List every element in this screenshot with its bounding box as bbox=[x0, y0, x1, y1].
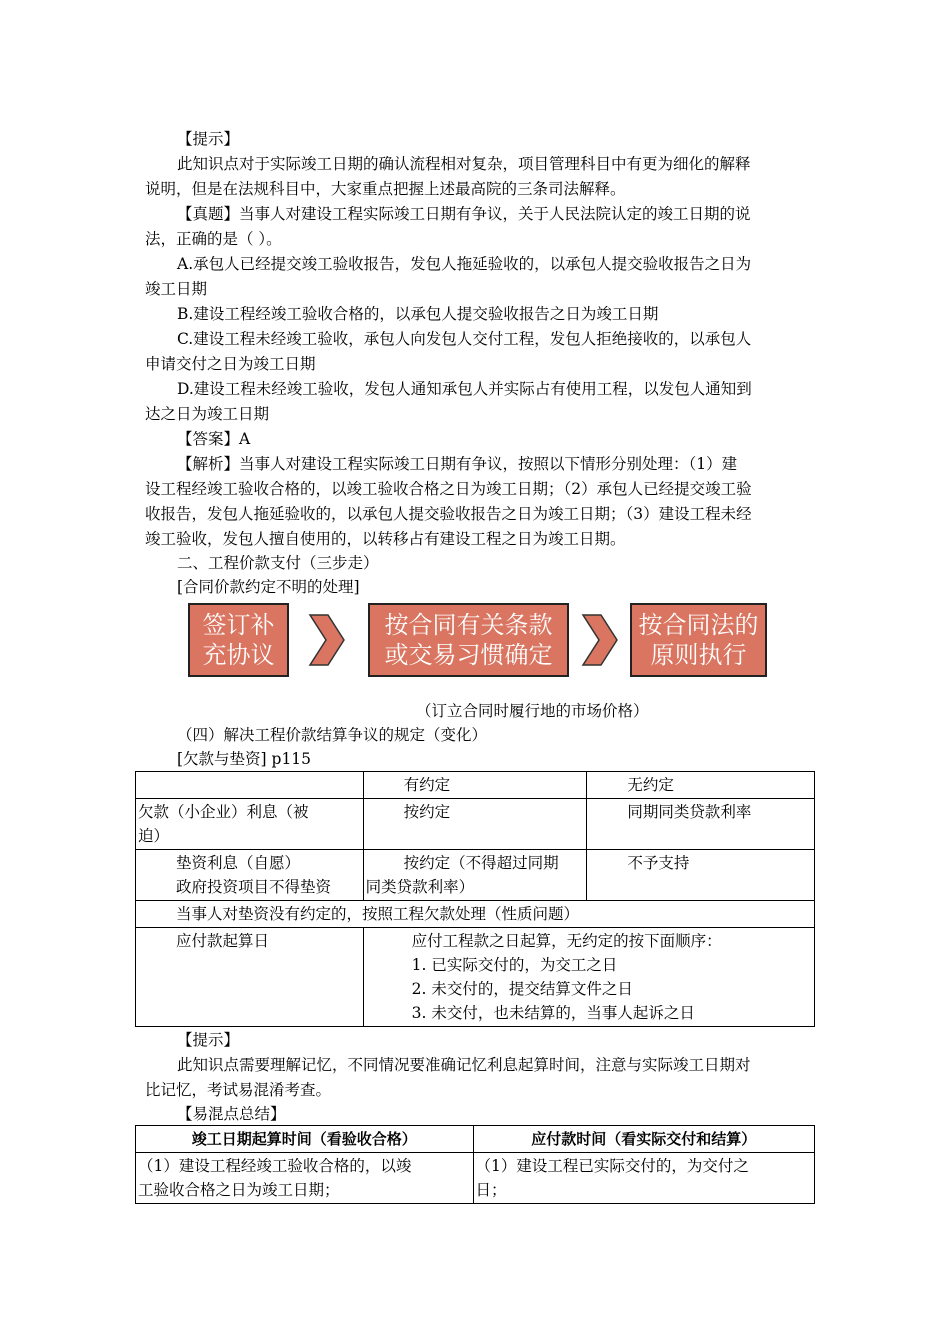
section2-heading: 二、工程价款支付（三步走） bbox=[177, 554, 379, 572]
option-b: B.建设工程经竣工验收合格的，以承包人提交验收报告之日为竣工日期 bbox=[177, 305, 659, 323]
table-cell bbox=[136, 799, 364, 850]
cell-text: 2. 未交付的，提交结算文件之日 bbox=[411, 980, 633, 998]
cell-text: （1）建设工程经竣工验收合格的，以竣 bbox=[138, 1157, 412, 1175]
table-cell bbox=[473, 1153, 815, 1204]
question-line2: 法，正确的是（ ）。 bbox=[145, 230, 282, 248]
table-cell bbox=[136, 1153, 474, 1204]
answer: 【答案】A bbox=[177, 430, 251, 448]
table-row bbox=[136, 928, 815, 1027]
cell-text: 日； bbox=[475, 1181, 507, 1199]
table-header: 应付款时间（看实际交付和结算） bbox=[473, 1126, 815, 1153]
cell-text: 政府投资项目不得垫资 bbox=[176, 878, 332, 896]
table-cell bbox=[363, 928, 814, 1027]
tip2-line2: 比记忆，考试易混淆考查。 bbox=[145, 1081, 332, 1099]
cell-text: 3. 未交付，也未结算的，当事人起诉之日 bbox=[411, 1004, 695, 1022]
summary-heading: 【易混点总结】 bbox=[177, 1105, 286, 1123]
table-cell: 不予支持 bbox=[587, 850, 815, 901]
section4-heading: （四）解决工程价款结算争议的规定（变化） bbox=[177, 726, 488, 744]
arrears-table bbox=[135, 771, 815, 1027]
cell-text: 应付工程款之日起算，无约定的按下面顺序： bbox=[411, 932, 722, 950]
table-row bbox=[136, 850, 815, 901]
cell-text: 垫资利息（自愿） bbox=[176, 854, 301, 872]
process-flow bbox=[188, 603, 768, 681]
cell-text: 迫） bbox=[138, 827, 170, 845]
table-row bbox=[136, 1153, 815, 1204]
table-cell bbox=[136, 850, 364, 901]
cell-text: （1）建设工程已实际交付的，为交付之 bbox=[475, 1157, 749, 1175]
cell-text: 1. 已实际交付的，为交工之日 bbox=[411, 956, 618, 974]
table-row bbox=[136, 1126, 815, 1153]
option-c-line2: 申请交付之日为竣工日期 bbox=[145, 355, 316, 373]
flow-step-3 bbox=[630, 603, 767, 677]
cell-text: 同类贷款利率） bbox=[365, 878, 475, 896]
option-d-line2: 达之日为竣工日期 bbox=[145, 405, 270, 423]
table-cell: 当事人对垫资没有约定的，按照工程欠款处理（性质问题） bbox=[136, 901, 815, 928]
tip2-heading: 【提示】 bbox=[177, 1031, 240, 1049]
analysis-line2: 设工程经竣工验收合格的，以竣工验收合格之日为竣工日期；（2）承包人已经提交竣工验 bbox=[145, 480, 752, 498]
table-cell: 同期同类贷款利率 bbox=[587, 799, 815, 850]
flow-step-3-text: 按合同法的 bbox=[638, 611, 759, 639]
flow-step-3-text: 原则执行 bbox=[650, 641, 747, 669]
flow-step-1-text: 充协议 bbox=[202, 641, 275, 669]
table-cell: 按约定 bbox=[363, 799, 587, 850]
table-header: 竣工日期起算时间（看验收合格） bbox=[136, 1126, 474, 1153]
table-header: 无约定 bbox=[587, 772, 815, 799]
flow-note: （订立合同时履行地的市场价格） bbox=[416, 702, 649, 720]
bracket-arrears: [欠款与垫资] p115 bbox=[177, 750, 312, 768]
tip1-line1: 此知识点对于实际竣工日期的确认流程相对复杂，项目管理科目中有更为细化的解释 bbox=[177, 155, 751, 173]
table-cell bbox=[136, 772, 364, 799]
tip-heading: 【提示】 bbox=[177, 130, 240, 148]
table-row bbox=[136, 901, 815, 928]
question-line1: 【真题】当事人对建设工程实际竣工日期有争议，关于人民法院认定的竣工日期的说 bbox=[177, 205, 751, 223]
flow-step-2-text: 按合同有关条款 bbox=[384, 611, 553, 639]
summary-table bbox=[135, 1125, 815, 1204]
tip2-line1: 此知识点需要理解记忆，不同情况要准确记忆利息起算时间，注意与实际竣工日期对 bbox=[177, 1056, 751, 1074]
analysis-line4: 竣工验收，发包人擅自使用的，以转移占有建设工程之日为竣工日期。 bbox=[145, 530, 626, 548]
chevron-right-icon bbox=[579, 613, 619, 667]
flow-step-1-text: 签订补 bbox=[202, 611, 275, 639]
option-d-line1: D.建设工程未经竣工验收，发包人通知承包人并实际占有使用工程，以发包人通知到 bbox=[177, 380, 752, 398]
table-cell: 应付款起算日 bbox=[136, 928, 364, 1027]
table-row bbox=[136, 772, 815, 799]
option-c-line1: C.建设工程未经竣工验收，承包人向发包人交付工程，发包人拒绝接收的，以承包人 bbox=[177, 330, 752, 348]
flow-step-2-text: 或交易习惯确定 bbox=[384, 641, 553, 669]
cell-text: 欠款（小企业）利息（被 bbox=[138, 803, 309, 821]
flow-step-1 bbox=[188, 603, 289, 677]
option-a-line2: 竣工日期 bbox=[145, 280, 208, 298]
table-row bbox=[136, 799, 815, 850]
table-header: 有约定 bbox=[363, 772, 587, 799]
table-cell bbox=[363, 850, 587, 901]
bracket-contract-price: [合同价款约定不明的处理] bbox=[177, 578, 360, 596]
cell-text: 按约定（不得超过同期 bbox=[403, 854, 559, 872]
analysis-line3: 收报告，发包人拖延验收的，以承包人提交验收报告之日为竣工日期；（3）建设工程未经 bbox=[145, 505, 752, 523]
analysis-line1: 【解析】当事人对建设工程实际竣工日期有争议，按照以下情形分别处理：（1）建 bbox=[177, 455, 738, 473]
tip1-line2: 说明，但是在法规科目中，大家重点把握上述最高院的三条司法解释。 bbox=[145, 180, 626, 198]
chevron-right-icon bbox=[306, 613, 346, 667]
option-a-line1: A.承包人已经提交竣工验收报告，发包人拖延验收的，以承包人提交验收报告之日为 bbox=[177, 255, 752, 273]
cell-text: 工验收合格之日为竣工日期； bbox=[138, 1181, 340, 1199]
flow-step-2 bbox=[368, 603, 569, 677]
